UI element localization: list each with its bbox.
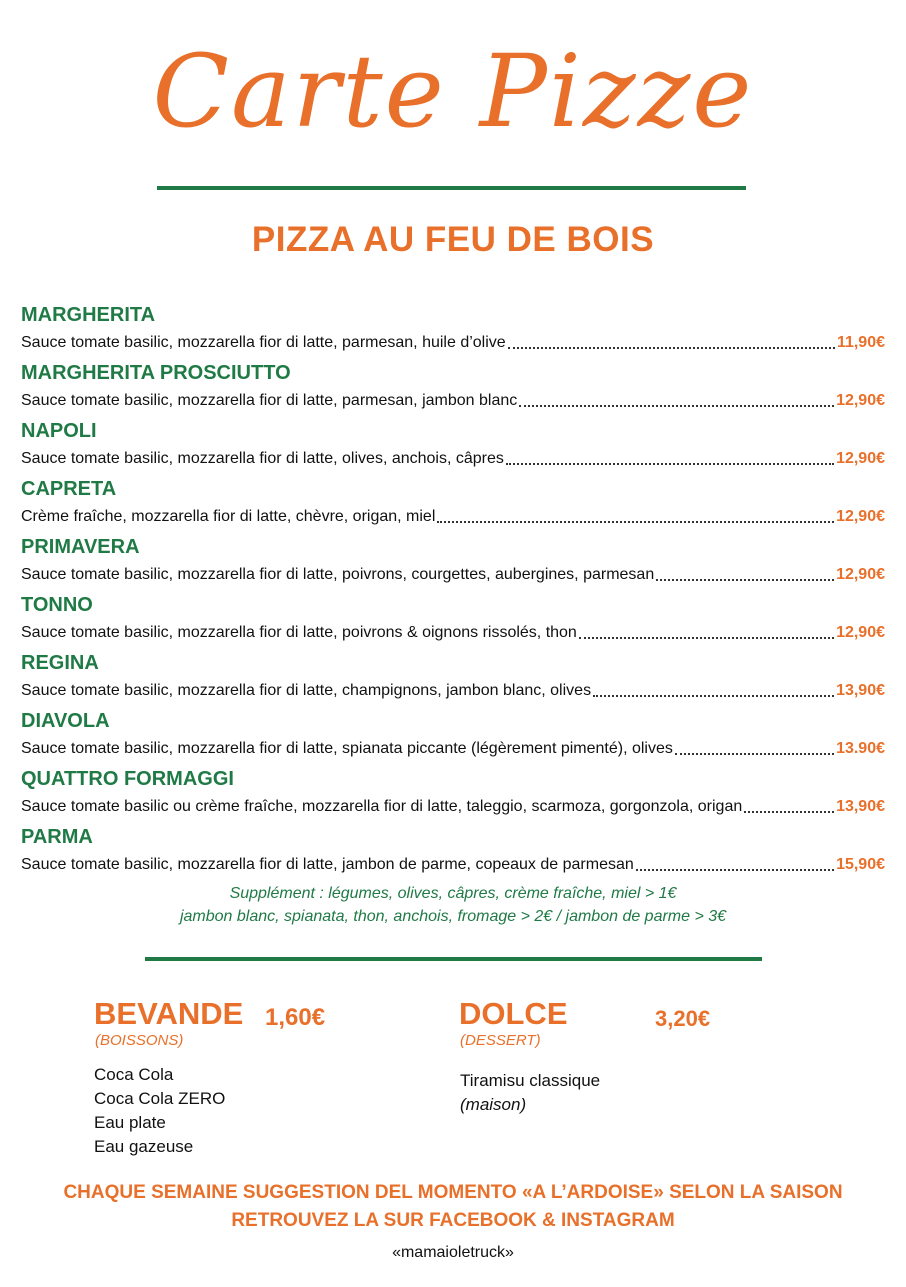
- pizza-name: NAPOLI: [21, 420, 97, 442]
- pizza-price: 12,90€: [836, 450, 885, 467]
- pizza-name: PARMA: [21, 826, 93, 848]
- dolce-list: [460, 1069, 600, 1117]
- menu-item: [21, 535, 885, 593]
- pizza-name: QUATTRO FORMAGGI: [21, 768, 234, 790]
- menu-item: [21, 825, 885, 883]
- dot-leader: [744, 810, 834, 813]
- menu-item: [21, 303, 885, 361]
- pizza-name: MARGHERITA: [21, 304, 156, 326]
- pizza-price: 13.90€: [836, 740, 885, 757]
- drink-item: Eau gazeuse: [94, 1137, 194, 1156]
- menu-item: [21, 477, 885, 535]
- pizza-price: 12,90€: [836, 508, 885, 525]
- pizza-price: 13,90€: [836, 682, 885, 699]
- dot-leader: [656, 578, 834, 581]
- pizza-name: TONNO: [21, 594, 93, 616]
- menu-item: [21, 419, 885, 477]
- drink-item: Eau plate: [94, 1113, 166, 1132]
- dot-leader: [437, 520, 834, 523]
- pizza-description: Sauce tomate basilic, mozzarella fior di latte, spianata piccante (légèrement pimenté), olives: [21, 740, 673, 757]
- social-handle: «mamaioletruck»: [392, 1244, 514, 1261]
- pizza-description: Crème fraîche, mozzarella fior di latte, chèvre, origan, miel: [21, 508, 436, 525]
- pizza-description: Sauce tomate basilic, mozzarella fior di latte, parmesan, jambon blanc: [21, 392, 518, 409]
- dot-leader: [579, 636, 834, 639]
- pizza-description: Sauce tomate basilic, mozzarella fior di latte, poivrons, courgettes, aubergines, parmesan: [21, 566, 655, 583]
- dolce-subtitle: (DESSERT): [460, 1032, 541, 1049]
- bevande-list: [94, 1063, 225, 1159]
- pizza-description: Sauce tomate basilic, mozzarella fior di latte, olives, anchois, câpres: [21, 450, 504, 467]
- drink-item: Coca Cola ZERO: [94, 1089, 226, 1108]
- dolce-title: DOLCE: [459, 996, 568, 1031]
- menu-item: [21, 361, 885, 419]
- supplement-line-1: Supplément : légumes, olives, câpres, crème fraîche, miel > 1€: [229, 885, 677, 902]
- bevande-price: 1,60€: [265, 1004, 326, 1031]
- pizza-price: 11,90€: [836, 334, 885, 351]
- dot-leader: [506, 462, 834, 465]
- menu-item: [21, 767, 885, 825]
- pizza-description: Sauce tomate basilic, mozzarella fior di latte, parmesan, huile d’olive: [21, 334, 506, 351]
- top-divider: [157, 186, 746, 190]
- footer-suggestion: CHAQUE SEMAINE SUGGESTION DEL MOMENTO «A L’ARDOISE» SELON LA SAISON: [63, 1182, 843, 1203]
- pizza-price: 12,90€: [836, 624, 885, 641]
- pizza-description: Sauce tomate basilic ou crème fraîche, mozzarella fior di latte, taleggio, scarmoza, gorgonzola, origan: [21, 798, 743, 815]
- footer-social: RETROUVEZ LA SUR FACEBOOK & INSTAGRAM: [231, 1210, 675, 1231]
- dot-leader: [675, 752, 834, 755]
- pizza-name: PRIMAVERA: [21, 536, 140, 558]
- pizza-description: Sauce tomate basilic, mozzarella fior di latte, poivrons & oignons rissolés, thon: [21, 624, 577, 641]
- pizza-price: 15,90€: [836, 856, 885, 873]
- pizza-name: REGINA: [21, 652, 99, 674]
- pizza-price: 13,90€: [836, 798, 885, 815]
- dot-leader: [519, 404, 834, 407]
- menu-item: [21, 709, 885, 767]
- pizza-name: CAPRETA: [21, 478, 117, 500]
- pizza-price: 12,90€: [836, 392, 885, 409]
- pizza-menu: [21, 303, 885, 883]
- dot-leader: [636, 868, 834, 871]
- section-title: PIZZA AU FEU DE BOIS: [251, 220, 655, 259]
- bevande-subtitle: (BOISSONS): [95, 1032, 184, 1049]
- middle-divider: [145, 957, 762, 961]
- drink-item: Coca Cola: [94, 1065, 174, 1084]
- page-title: Carte Pizze: [152, 33, 754, 150]
- dessert-item: Tiramisu classique: [460, 1071, 601, 1090]
- dot-leader: [593, 694, 834, 697]
- menu-item: [21, 593, 885, 651]
- pizza-description: Sauce tomate basilic, mozzarella fior di latte, champignons, jambon blanc, olives: [21, 682, 592, 699]
- dot-leader: [508, 346, 835, 349]
- pizza-description: Sauce tomate basilic, mozzarella fior di latte, jambon de parme, copeaux de parmesan: [21, 856, 634, 873]
- dessert-note: (maison): [460, 1095, 527, 1114]
- pizza-name: MARGHERITA PROSCIUTTO: [21, 362, 291, 384]
- pizza-name: DIAVOLA: [21, 710, 110, 732]
- bevande-title: BEVANDE: [94, 996, 244, 1031]
- dolce-price: 3,20€: [655, 1006, 711, 1031]
- supplement-line-2: jambon blanc, spianata, thon, anchois, fromage > 2€ / jambon de parme > 3€: [179, 908, 727, 925]
- pizza-price: 12,90€: [836, 566, 885, 583]
- menu-item: [21, 651, 885, 709]
